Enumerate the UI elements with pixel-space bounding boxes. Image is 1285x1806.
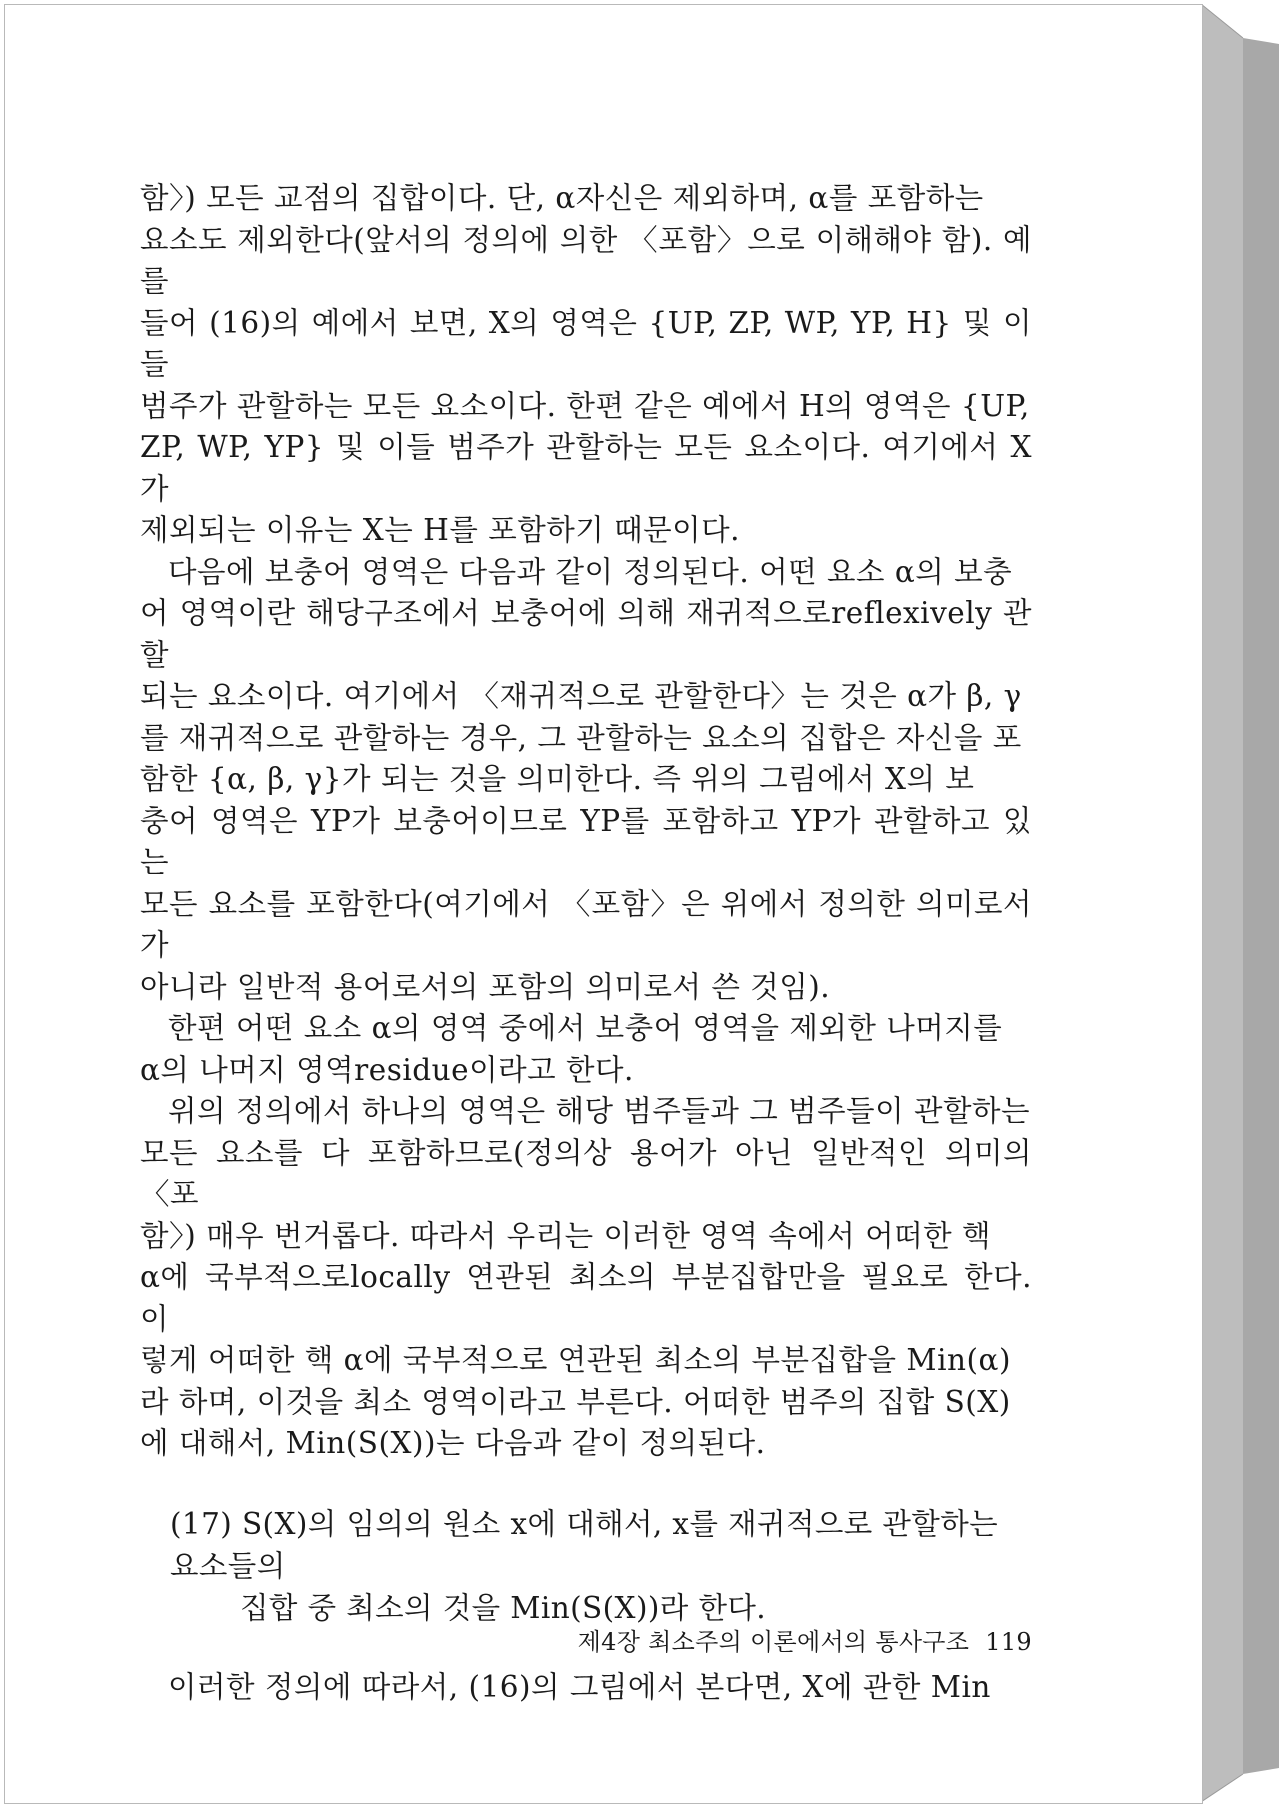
page-body-text [140,178,1032,1708]
example-number: (17) [170,1506,233,1541]
text-line: 충어 영역은 YP가 보충어이므로 YP를 포함하고 YP가 관할하고 있는 [140,803,1032,879]
example-line-2: 집합 중 최소의 것을 Min(S(X))라 한다. [240,1590,767,1625]
spacer [140,1465,1032,1503]
text-line: 이러한 정의에 따라서, (16)의 그림에서 본다면, X에 관한 Min [168,1669,991,1704]
paragraph-1 [140,178,1032,552]
text-line: 들어 (16)의 예에서 보면, X의 영역은 {UP, ZP, WP, YP, H} 및 이들 [140,305,1032,381]
paragraph-4 [140,1091,1032,1465]
running-footer [140,1622,1032,1657]
text-line: 어 영역이란 해당구조에서 보충어에 의해 재귀적으로reflexively 관할 [140,596,1032,672]
text-line: 되는 요소이다. 여기에서 〈재귀적으로 관할한다〉는 것은 α가 β, γ [140,679,1022,713]
text-line: 다음에 보충어 영역은 다음과 같이 정의된다. 어떤 요소 α의 보충 [168,554,1013,589]
paragraph-5 [140,1667,1032,1709]
example-line-1: S(X)의 임의의 원소 x에 대해서, x를 재귀적으로 관할하는 요소들의 [170,1506,998,1583]
text-line: 함한 {α, β, γ}가 되는 것을 의미한다. 즉 위의 그림에서 X의 보 [140,762,975,796]
text-line: 를 재귀적으로 관할하는 경우, 그 관할하는 요소의 집합은 자신을 포 [140,720,1022,755]
text-line: 에 대해서, Min(S(X))는 다음과 같이 정의된다. [140,1426,766,1460]
example-17 [140,1503,1032,1629]
chapter-title: 제4장 최소주의 이론에서의 통사구조 [577,1628,970,1656]
text-line: 함〉) 매우 번거롭다. 따라서 우리는 이러한 영역 속에서 어떠한 핵 [140,1218,991,1253]
text-line: 라 하며, 이것을 최소 영역이라고 부른다. 어떠한 범주의 집합 S(X) [140,1384,1011,1419]
text-line: ZP, WP, YP} 및 이들 범주가 관할하는 모든 요소이다. 여기에서 X가 [140,430,1032,506]
text-line: α에 국부적으로locally 연관된 최소의 부분집합만을 필요로 한다. 이 [140,1260,1032,1336]
text-line: 요소도 제외한다(앞서의 정의에 의한 〈포함〉으로 이해해야 함). 예를 [140,222,1032,298]
text-line: 렇게 어떠한 핵 α에 국부적으로 연관된 최소의 부분집합을 Min(α) [140,1343,1011,1377]
page-edge-shadow [1201,4,1281,1802]
text-line: α의 나머지 영역residue이라고 한다. [140,1052,634,1087]
text-line: 한편 어떤 요소 α의 영역 중에서 보충어 영역을 제외한 나머지를 [168,1011,1003,1045]
text-line: 제외되는 이유는 X는 H를 포함하기 때문이다. [140,513,740,547]
paragraph-2 [140,552,1032,1009]
text-line: 함〉) 모든 교점의 집합이다. 단, α자신은 제외하며, α를 포함하는 [140,181,984,215]
text-line: 위의 정의에서 하나의 영역은 해당 범주들과 그 범주들이 관할하는 [168,1094,1030,1128]
text-line: 모든 요소를 포함한다(여기에서 〈포함〉은 위에서 정의한 의미로서가 [140,886,1032,962]
text-line: 모든 요소를 다 포함하므로(정의상 용어가 아닌 일반적인 의미의 〈포 [140,1135,1032,1211]
page-number: 119 [985,1628,1032,1656]
text-line: 범주가 관할하는 모든 요소이다. 한편 같은 예에서 H의 영역은 {UP, [140,388,1030,423]
paragraph-3 [140,1008,1032,1091]
text-line: 아니라 일반적 용어로서의 포함의 의미로서 쓴 것임). [140,969,831,1004]
